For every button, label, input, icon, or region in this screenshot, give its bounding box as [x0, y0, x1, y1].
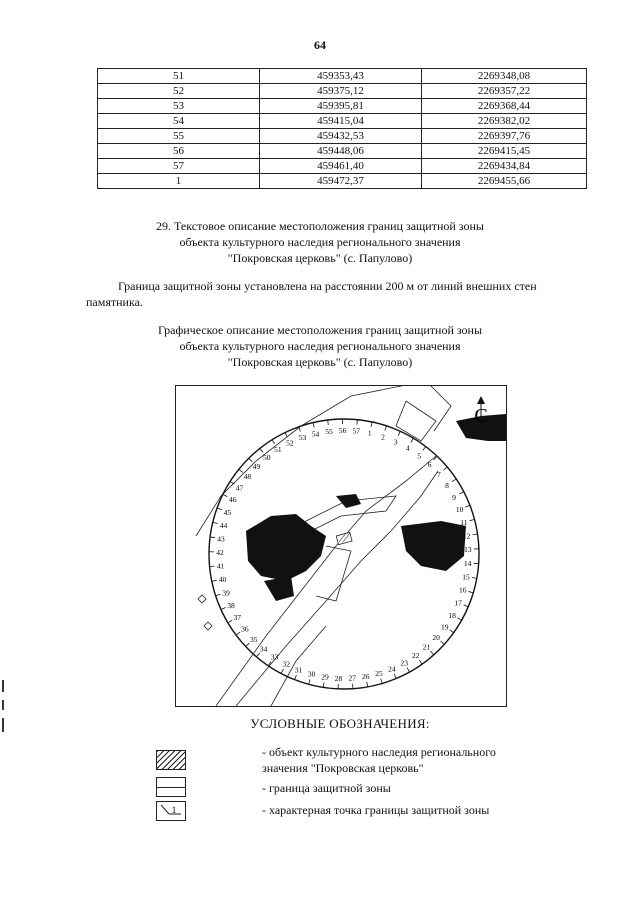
- boundary-point-label: 40: [218, 575, 227, 585]
- boundary-point-tick: [223, 494, 227, 496]
- x-coordinate-cell: 459472,37: [260, 174, 422, 189]
- boundary-point-tick: [213, 522, 218, 523]
- boundary-point-tick: [281, 669, 283, 673]
- point-number-cell: 1: [98, 174, 260, 189]
- y-coordinate-cell: 2269368,44: [422, 99, 587, 114]
- coordinates-table: [97, 68, 587, 189]
- boundary-point-label: 8: [445, 481, 449, 491]
- boundary-point-tick: [423, 447, 426, 451]
- boundary-point-tick: [295, 675, 297, 680]
- boundary-point-label: 30: [307, 669, 316, 679]
- legend-heritage-symbol: [156, 750, 186, 770]
- boundary-point-tick: [385, 426, 387, 431]
- legend-item-point: - характерная точка границы защитной зоны: [262, 803, 490, 817]
- legend-boundary-symbol: [156, 777, 186, 797]
- point-number-cell: 51: [98, 69, 260, 84]
- section-heading-line-3: "Покровская церковь" (с. Папулово): [227, 251, 413, 265]
- boundary-point-label: 53: [298, 433, 307, 443]
- boundary-point-label: 5: [417, 451, 421, 461]
- boundary-point-label: 11: [460, 518, 468, 528]
- boundary-point-tick: [443, 467, 447, 470]
- boundary-point-label: 41: [216, 561, 225, 571]
- boundary-point-tick: [470, 519, 475, 520]
- boundary-point-tick: [407, 668, 409, 672]
- x-coordinate-cell: 459432,53: [260, 129, 422, 144]
- table-row: [98, 114, 587, 129]
- boundary-point-label: 47: [235, 483, 244, 493]
- boundary-point-tick: [473, 534, 478, 535]
- boundary-point-tick: [441, 641, 445, 644]
- boundary-point-label: 15: [462, 572, 470, 582]
- boundary-point-label: 28: [334, 673, 343, 683]
- paragraph-line-1: [96, 278, 590, 294]
- point-number-cell: 57: [98, 159, 260, 174]
- graphic-heading-line-2: объекта культурного наследия регионального значения: [179, 339, 461, 353]
- boundary-point-label: 35: [249, 634, 258, 644]
- boundary-point-label: 51: [274, 445, 282, 455]
- boundary-point-label: 42: [216, 547, 224, 557]
- boundary-point-label: 9: [452, 492, 456, 502]
- point-number-cell: 54: [98, 114, 260, 129]
- point-number-cell: 55: [98, 129, 260, 144]
- table-row: [98, 159, 587, 174]
- margin-mark: [2, 718, 4, 732]
- boundary-point-tick: [381, 679, 382, 684]
- legend-title: УСЛОВНЫЕ ОБОЗНАЧЕНИЯ:: [250, 716, 430, 731]
- y-coordinate-cell: 2269382,02: [422, 114, 587, 129]
- boundary-point-label: 39: [222, 588, 230, 598]
- boundary-point-tick: [228, 620, 232, 623]
- margin-mark: [2, 700, 4, 710]
- boundary-point-label: 52: [286, 438, 294, 448]
- boundary-point-label: 43: [217, 534, 225, 544]
- small-markers: [198, 595, 212, 630]
- boundary-point-tick: [472, 578, 477, 579]
- boundary-point-label: 49: [252, 462, 261, 472]
- boundary-point-label: 14: [463, 558, 472, 568]
- boundary-point-label: 2: [381, 432, 385, 442]
- legend-item-heritage-line-2: значения "Покровская церковь": [262, 761, 424, 775]
- boundary-point-label: 31: [294, 665, 303, 675]
- point-number-cell: 52: [98, 84, 260, 99]
- boundary-point-label: 21: [422, 642, 431, 652]
- boundary-point-tick: [457, 618, 461, 620]
- boundary-point-label: 36: [241, 624, 249, 634]
- boundary-point-label: 34: [259, 644, 268, 654]
- boundary-point-tick: [313, 423, 314, 428]
- boundary-point-tick: [371, 422, 372, 427]
- boundary-point-label: 56: [338, 426, 347, 436]
- legend-point-symbol: [156, 801, 186, 821]
- boundary-point-tick: [465, 505, 470, 507]
- boundary-point-tick: [260, 448, 263, 452]
- x-coordinate-cell: 459448,06: [260, 144, 422, 159]
- boundary-point-label: 22: [412, 651, 420, 661]
- boundary-point-label: 12: [462, 531, 471, 541]
- legend-point-label: 1: [171, 805, 177, 815]
- boundary-point-tick: [323, 682, 324, 687]
- table-row: [98, 84, 587, 99]
- boundary-point-label: 13: [464, 545, 472, 555]
- boundary-point-label: 16: [458, 585, 467, 595]
- graphic-heading-line-1: Графическое описание местоположения границ защитной зоны: [157, 323, 483, 337]
- boundary-point-tick: [328, 420, 329, 425]
- boundary-point-label: 57: [352, 426, 361, 436]
- boundary-point-label: 25: [375, 668, 383, 678]
- boundary-point-tick: [221, 608, 226, 610]
- protection-zone-map: [175, 385, 507, 707]
- x-coordinate-cell: 459375,12: [260, 84, 422, 99]
- table-row: [98, 174, 587, 189]
- boundary-point-label: 10: [455, 505, 464, 515]
- y-coordinate-cell: 2269415,45: [422, 144, 587, 159]
- boundary-point-tick: [452, 479, 456, 482]
- boundary-point-label: 48: [243, 472, 252, 482]
- boundary-point-label: 33: [270, 652, 279, 662]
- legend-item-heritage-line-1: - объект культурного наследия регионального: [262, 745, 496, 759]
- boundary-point-tick: [236, 632, 240, 635]
- legend-point-icon: [157, 802, 185, 820]
- boundary-point-label: 1: [367, 428, 372, 438]
- paragraph-line-2: памятника.: [86, 295, 143, 309]
- table-row: [98, 69, 587, 84]
- boundary-point-label: 38: [227, 601, 235, 611]
- boundary-point-tick: [210, 537, 215, 538]
- boundary-point-tick: [309, 679, 310, 684]
- boundary-point-tick: [367, 682, 368, 687]
- boundary-point-label: 6: [427, 460, 432, 470]
- boundary-point-label: 7: [436, 470, 441, 480]
- boundary-point-label: 37: [233, 613, 242, 623]
- x-coordinate-cell: 459395,81: [260, 99, 422, 114]
- boundary-point-label: 29: [321, 672, 329, 682]
- boundary-point-tick: [411, 438, 414, 442]
- boundary-point-tick: [459, 492, 463, 494]
- north-arrow: [474, 396, 487, 427]
- boundary-point-tick: [450, 630, 454, 633]
- boundary-point-label: 50: [263, 452, 271, 462]
- boundary-point-tick: [285, 433, 287, 437]
- boundary-point-tick: [256, 653, 259, 657]
- boundary-point-label: 17: [454, 598, 462, 608]
- y-coordinate-cell: 2269348,08: [422, 69, 587, 84]
- boundary-point-tick: [468, 591, 473, 592]
- x-coordinate-cell: 459415,04: [260, 114, 422, 129]
- x-coordinate-cell: 459353,43: [260, 69, 422, 84]
- y-coordinate-cell: 2269397,76: [422, 129, 587, 144]
- boundary-point-label: 32: [282, 659, 290, 669]
- boundary-point-tick: [239, 469, 243, 472]
- boundary-point-tick: [464, 605, 469, 607]
- section-heading-line-2: объекта культурного наследия регионального значения: [179, 235, 461, 249]
- boundary-point-tick: [272, 440, 275, 444]
- boundary-point-label: 45: [223, 507, 232, 517]
- boundary-point-label: 26: [362, 672, 370, 682]
- boundary-point-label: 3: [393, 437, 398, 447]
- y-coordinate-cell: 2269434,84: [422, 159, 587, 174]
- boundary-point-label: 54: [311, 429, 320, 439]
- boundary-point-label: 20: [432, 632, 440, 642]
- church-object: [336, 532, 352, 544]
- legend-item-boundary: - граница защитной зоны: [262, 781, 391, 795]
- paragraph-text-1: Граница защитной зоны установлена на расстоянии 200 м от линий внешних стен: [118, 279, 537, 293]
- boundary-point-label: 24: [388, 664, 396, 674]
- boundary-point-label: 23: [400, 658, 408, 668]
- north-symbol: С: [474, 405, 488, 427]
- y-coordinate-cell: 2269357,22: [422, 84, 587, 99]
- boundary-point-tick: [419, 660, 422, 664]
- y-coordinate-cell: 2269455,66: [422, 174, 587, 189]
- table-row: [98, 129, 587, 144]
- boundary-point-label: 18: [448, 610, 456, 620]
- boundary-point-tick: [249, 458, 253, 462]
- point-number-cell: 53: [98, 99, 260, 114]
- boundary-point-tick: [212, 580, 217, 581]
- map-drawing: [176, 386, 506, 706]
- table-row: [98, 99, 587, 114]
- table-row: [98, 144, 587, 159]
- boundary-point-label: 19: [440, 622, 449, 632]
- boundary-point-label: 4: [405, 443, 410, 453]
- boundary-point-tick: [216, 594, 221, 596]
- boundary-point-label: 55: [325, 426, 333, 436]
- boundary-point-tick: [246, 643, 250, 646]
- boundary-point-tick: [217, 508, 222, 510]
- margin-mark: [2, 680, 4, 692]
- graphic-heading-line-3: "Покровская церковь" (с. Папулово): [227, 355, 413, 369]
- boundary-point-label: 44: [219, 520, 228, 530]
- legend-boundary-line: [157, 787, 185, 788]
- x-coordinate-cell: 459461,40: [260, 159, 422, 174]
- section-heading-line-1: 29. Текстовое описание местоположения границ защитной зоны: [156, 219, 484, 233]
- boundary-point-tick: [430, 651, 433, 655]
- boundary-point-label: 27: [348, 673, 356, 683]
- point-number-cell: 56: [98, 144, 260, 159]
- boundary-point-label: 46: [229, 495, 237, 505]
- boundary-point-tick: [398, 431, 400, 436]
- boundary-point-tick: [394, 674, 396, 679]
- page-number: 64: [314, 38, 326, 52]
